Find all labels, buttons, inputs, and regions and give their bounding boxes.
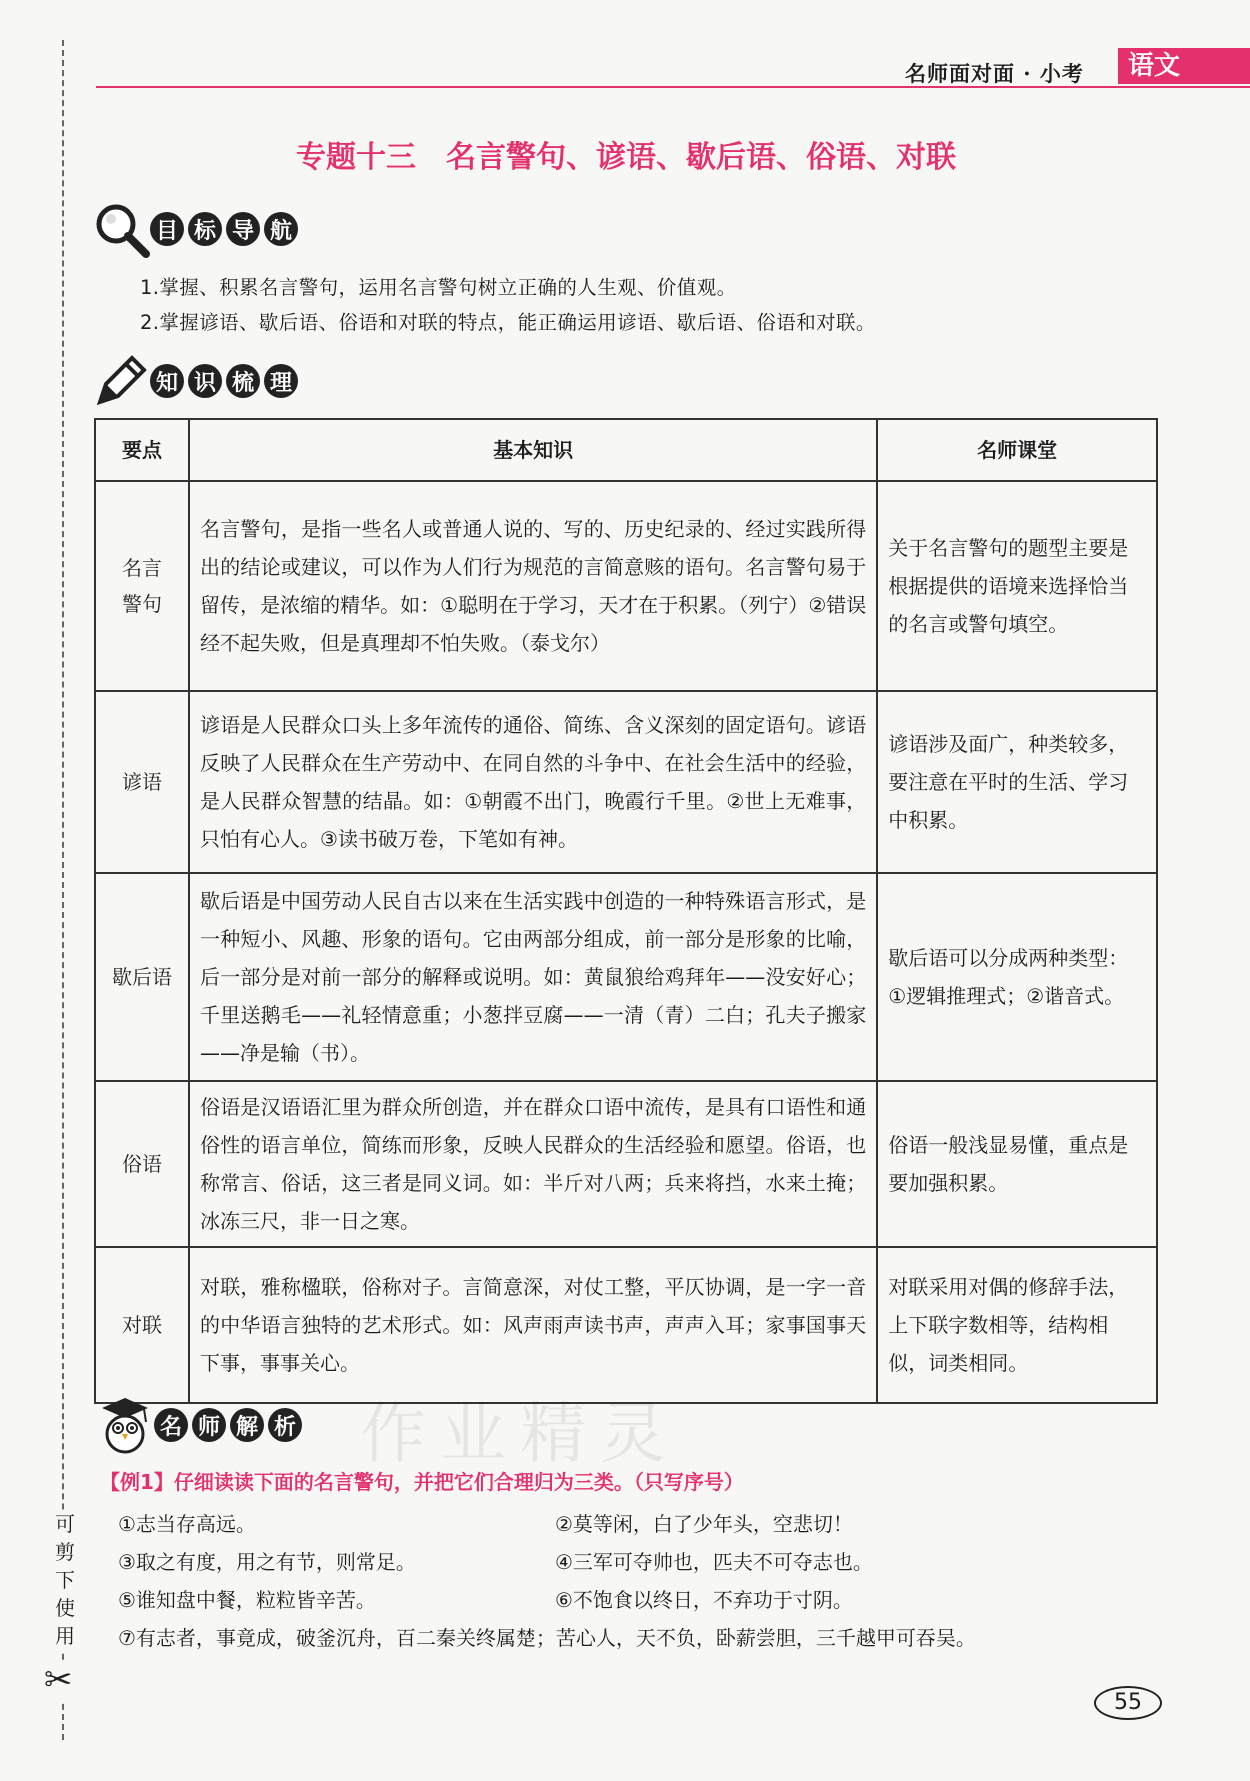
- section-analysis-heading: [96, 1396, 302, 1454]
- heading-char: 航: [264, 212, 298, 246]
- point-cell: 俗语: [95, 1081, 189, 1247]
- table-row: [95, 481, 1157, 691]
- pencil-icon: [92, 352, 150, 410]
- point-cell: 歇后语: [95, 873, 189, 1081]
- teacher-tip-cell: 歇后语可以分成两种类型：①逻辑推理式；②谐音式。: [877, 873, 1157, 1081]
- heading-char: 名: [154, 1408, 188, 1442]
- heading-char: 师: [192, 1408, 226, 1442]
- option-item: ④三军可夺帅也，匹夫不可夺志也。: [555, 1550, 873, 1574]
- heading-char: 识: [188, 364, 222, 398]
- example-title: 【例1】仔细读读下面的名言警句，并把它们合理归为三类。（只写序号）: [100, 1470, 744, 1494]
- column-header: 基本知识: [189, 419, 877, 481]
- header-subject-tab: 语文: [1118, 48, 1250, 84]
- heading-char: 导: [226, 212, 260, 246]
- cut-line: [62, 40, 64, 1740]
- basic-knowledge-cell: 歇后语是中国劳动人民自古以来在生活实践中创造的一种特殊语言形式，是一种短小、风趣、形象的语句。它由两部分组成，前一部分是形象的比喻，后一部分是对前一部分的解释或说明。如：黄鼠狼给鸡拜年——没安好心；千里送鹅毛——礼轻情意重；小葱拌豆腐——一清（青）二白；孔夫子搬家——净是输（书）。: [189, 873, 877, 1081]
- page-number: 55: [1094, 1686, 1162, 1720]
- knowledge-table: [94, 418, 1158, 1404]
- heading-char: 梳: [226, 364, 260, 398]
- table-header-row: [95, 419, 1157, 481]
- teacher-tip-cell: 俗语一般浅显易懂，重点是要加强积累。: [877, 1081, 1157, 1247]
- table-row: [95, 691, 1157, 873]
- basic-knowledge-cell: 谚语是人民群众口头上多年流传的通俗、简练、含义深刻的固定语句。谚语反映了人民群众在生产劳动中、在同自然的斗争中、在社会生活中的经验，是人民群众智慧的结晶。如：①朝霞不出门，晚霞行千里。②世上无难事，只怕有心人。③读书破万卷，下笔如有神。: [189, 691, 877, 873]
- heading-char: 解: [230, 1408, 264, 1442]
- goal-item: 1.掌握、积累名言警句，运用名言警句树立正确的人生观、价值观。: [140, 276, 737, 299]
- point-cell: 谚语: [95, 691, 189, 873]
- option-item: ③取之有度，用之有节，则常足。: [118, 1550, 416, 1574]
- heading-char: 目: [150, 212, 184, 246]
- cut-instruction: 可 剪 下 使 用: [52, 1510, 78, 1650]
- point-cell: 对联: [95, 1247, 189, 1403]
- teacher-tip-cell: 谚语涉及面广，种类较多，要注意在平时的生活、学习中积累。: [877, 691, 1157, 873]
- basic-knowledge-cell: 俗语是汉语语汇里为群众所创造，并在群众口语中流传，是具有口语性和通俗性的语言单位，简练而形象，反映人民群众的生活经验和愿望。俗语，也称常言、俗话，这三者是同义词。如：半斤对八两；兵来将挡，水来土掩；冰冻三尺，非一日之寒。: [189, 1081, 877, 1247]
- option-item: ⑥不饱食以终日，不弃功于寸阴。: [555, 1588, 853, 1612]
- option-item: ⑤谁知盘中餐，粒粒皆辛苦。: [118, 1588, 376, 1612]
- table-row: [95, 873, 1157, 1081]
- scissors-icon: ✂: [44, 1660, 73, 1700]
- section-knowledge-heading: [92, 352, 298, 410]
- owl-teacher-icon: [96, 1396, 154, 1454]
- page-title: 专题十三 名言警句、谚语、歇后语、俗语、对联: [296, 140, 956, 175]
- section-goals-heading: [92, 200, 298, 258]
- watermark: 作业精灵: [360, 1395, 680, 1472]
- magnifier-icon: [92, 200, 150, 258]
- basic-knowledge-cell: 对联，雅称楹联，俗称对子。言简意深，对仗工整，平仄协调，是一字一音的中华语言独特的艺术形式。如：风声雨声读书声，声声入耳；家事国事天下事，事事关心。: [189, 1247, 877, 1403]
- basic-knowledge-cell: 名言警句，是指一些名人或普通人说的、写的、历史纪录的、经过实践所得出的结论或建议，可以作为人们行为规范的言简意赅的语句。名言警句易于留传，是浓缩的精华。如：①聪明在于学习，天才在于积累。（列宁）②错误经不起失败，但是真理却不怕失败。（泰戈尔）: [189, 481, 877, 691]
- column-header: 名师课堂: [877, 419, 1157, 481]
- point-cell: 名言 警句: [95, 481, 189, 691]
- header-rule: [96, 86, 1250, 88]
- heading-char: 理: [264, 364, 298, 398]
- teacher-tip-cell: 关于名言警句的题型主要是根据提供的语境来选择恰当的名言或警句填空。: [877, 481, 1157, 691]
- heading-char: 知: [150, 364, 184, 398]
- column-header: 要点: [95, 419, 189, 481]
- teacher-tip-cell: 对联采用对偶的修辞手法，上下联字数相等，结构相似，词类相同。: [877, 1247, 1157, 1403]
- header-brand: 名师面对面 · 小考: [905, 61, 1084, 86]
- table-row: [95, 1081, 1157, 1247]
- option-item: ②莫等闲，白了少年头，空悲切！: [555, 1512, 853, 1536]
- option-item: ⑦有志者，事竟成，破釜沉舟，百二秦关终属楚；苦心人，天不负，卧薪尝胆，三千越甲可吞吴。: [118, 1626, 976, 1650]
- heading-char: 析: [268, 1408, 302, 1442]
- heading-char: 标: [188, 212, 222, 246]
- goal-item: 2.掌握谚语、歇后语、俗语和对联的特点，能正确运用谚语、歇后语、俗语和对联。: [140, 311, 876, 334]
- option-item: ①志当存高远。: [118, 1512, 256, 1536]
